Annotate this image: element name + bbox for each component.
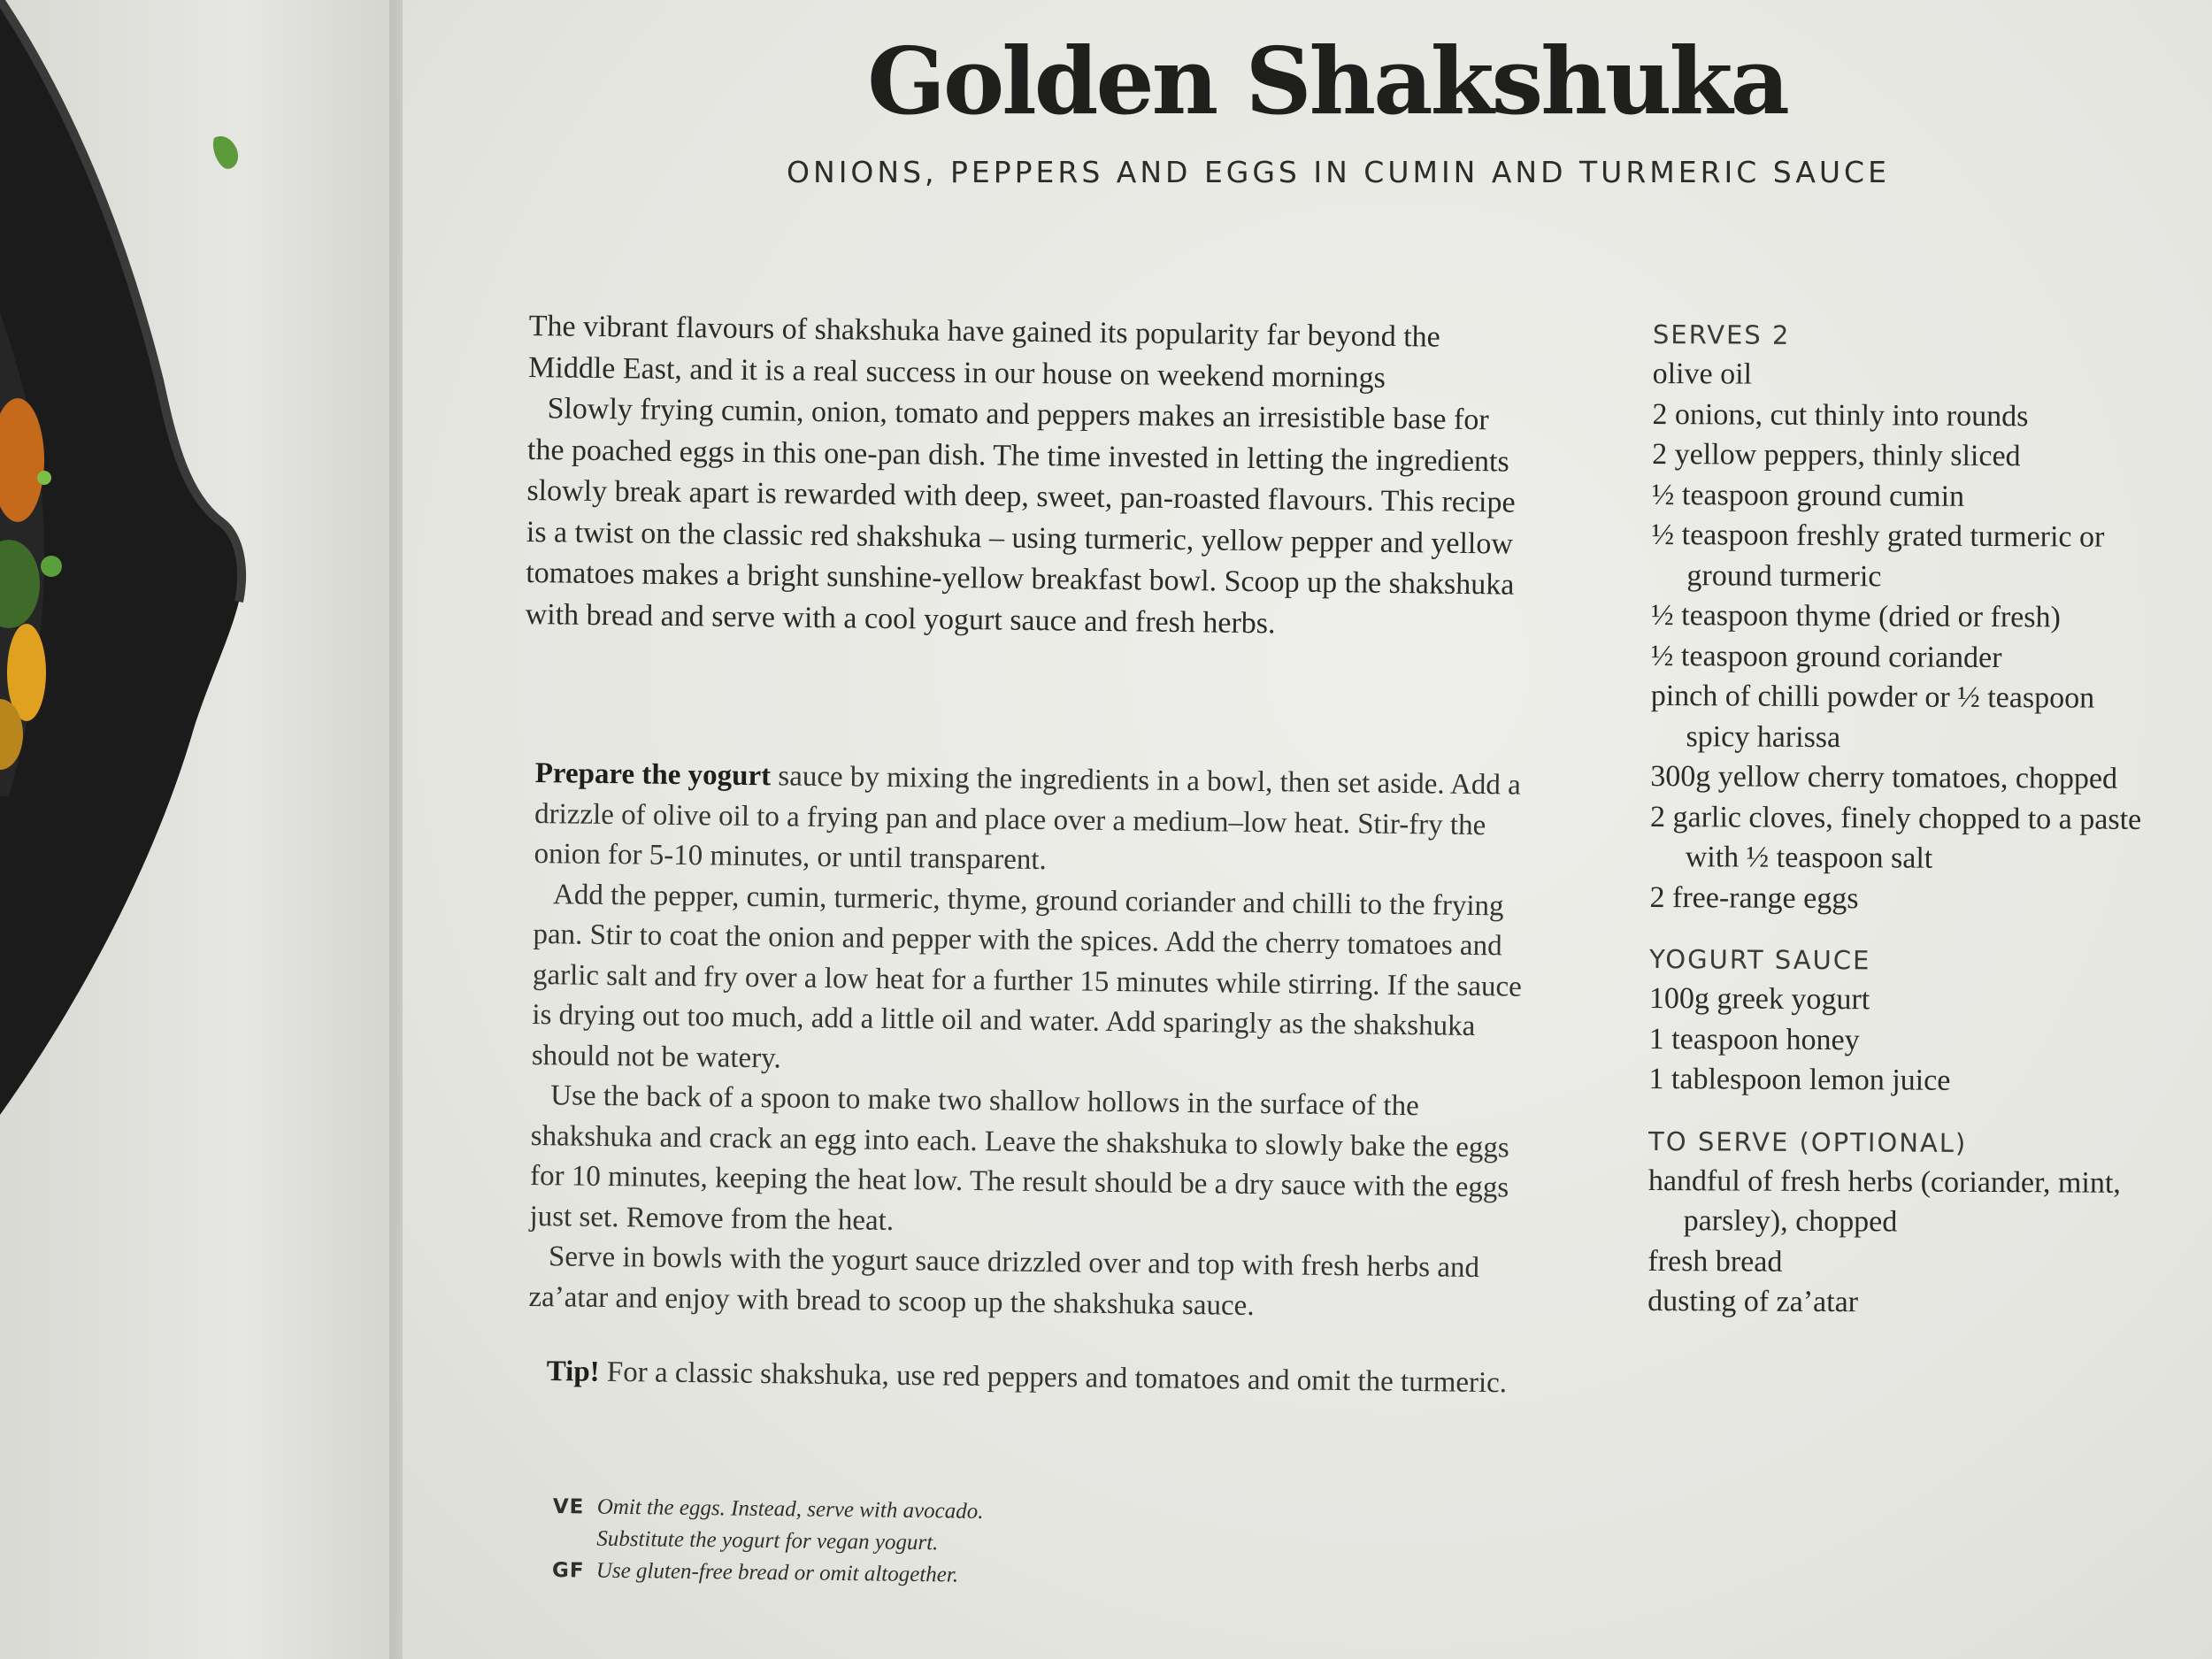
method-step: Use the back of a spoon to make two shallow hollows in the surface of the shakshuka and crack an egg into each. Leave the shakshuka to slowly bake the eggs for 10 minutes, keeping the heat low. The result should be a dry sauce with the eggs just set. Remove from the heat.	[529, 1079, 1509, 1237]
recipe-subtitle: ONIONS, PEPPERS AND EGGS IN CUMIN AND TURMERIC SAUCE	[787, 155, 1890, 189]
main-ingredients-list	[1649, 354, 2147, 920]
ingredient-item: pinch of chilli powder or ½ teaspoon spicy harissa	[1650, 679, 2095, 754]
recipe-title: Golden Shakshuka	[867, 27, 1787, 135]
dietary-note-vegan	[552, 1491, 1048, 1561]
intro-paragraph: Slowly frying cumin, onion, tomato and peppers makes an irresistible base for the poached eggs in this one-pan dish. The time invested in letting the ingredients slowly break apart is rewarded with deep, sweet, pan-roasted flavours. This recipe is a twist on the classic red shakshuka – using turmeric, yellow pepper and yellow tomatoes makes a bright sunshine-yellow breakfast bowl. Scoop up the shakshuka with bread and serve with a cool yogurt sauce and fresh herbs.	[525, 392, 1516, 640]
method-step-body: sauce by mixing the ingredients in a bowl, then set aside. Add a drizzle of olive oil to a frying pan and place over a medium–low heat. Stir-fry the onion for 5-10 minutes, or until transparent.	[534, 760, 1522, 877]
herb-leaf-speck	[211, 133, 242, 173]
ingredient-item: ½ teaspoon ground cumin	[1651, 478, 1965, 513]
ingredient-item: ½ teaspoon freshly grated turmeric or ground turmeric	[1651, 518, 2105, 593]
ingredient-item: 1 teaspoon honey	[1648, 1022, 1860, 1056]
tip-box	[546, 1352, 1546, 1404]
ingredient-item: ½ teaspoon ground coriander	[1650, 639, 2002, 674]
ingredient-item: 1 tablespoon lemon juice	[1648, 1062, 1951, 1097]
ingredient-item: ½ teaspoon thyme (dried or fresh)	[1651, 598, 2061, 634]
ingredient-item: handful of fresh herbs (coriander, mint, parsley), chopped	[1647, 1164, 2121, 1239]
dietary-note-text: Omit the eggs. Instead, serve with avocado. Substitute the yogurt for vegan yogurt.	[596, 1494, 984, 1555]
ingredient-item: 2 garlic cloves, finely chopped to a paste with ½ teaspoon salt	[1649, 800, 2142, 875]
yogurt-sauce-heading: YOGURT SAUCE	[1649, 943, 1871, 976]
method-text	[528, 754, 1535, 1330]
ingredients-column	[1647, 315, 2148, 1324]
method-step	[534, 754, 1535, 887]
ingredient-item: fresh bread	[1647, 1244, 1783, 1279]
intro-text	[525, 306, 1528, 648]
dietary-notes	[552, 1491, 1048, 1593]
ingredient-item: 300g yellow cherry tomatoes, chopped	[1650, 759, 2118, 795]
dietary-code: VE	[552, 1494, 585, 1519]
tip-text	[546, 1352, 1546, 1404]
to-serve-heading: TO SERVE (OPTIONAL)	[1648, 1125, 1968, 1158]
method-step: Add the pepper, cumin, turmeric, thyme, ground coriander and chilli to the frying pan. Stir to coat the onion and pepper with the spices. Add the cherry tomatoes and garlic salt and fry over a low heat for a further 15 minutes while stirring. If the sauce is drying out too much, add a little oil and water. Add sparingly as the shakshuka should not be watery.	[531, 878, 1523, 1074]
ingredient-item: 2 yellow peppers, thinly sliced	[1652, 437, 2021, 473]
ingredient-item: 100g greek yogurt	[1648, 981, 1870, 1017]
serve-ingredients-list	[1647, 1160, 2144, 1324]
method-step-lead: Prepare the yogurt	[534, 757, 772, 793]
ingredient-item: olive oil	[1652, 357, 1753, 391]
yogurt-ingredients-list	[1648, 979, 2145, 1102]
tip-body: For a classic shakshuka, use red peppers and tomatoes and omit the turmeric.	[599, 1356, 1508, 1400]
dietary-note-gluten-free	[552, 1555, 1048, 1593]
recipe-page	[403, 0, 2212, 1659]
dietary-code: GF	[551, 1558, 585, 1583]
left-page-photo	[0, 0, 403, 1659]
method-step: Serve in bowls with the yogurt sauce drizzled over and top with fresh herbs and za’atar and enjoy with bread to scoop up the shakshuka sauce.	[528, 1240, 1480, 1322]
ingredient-item: 2 free-range eggs	[1649, 880, 1859, 915]
dietary-note-text: Use gluten-free bread or omit altogether.	[595, 1558, 959, 1587]
ingredient-item: dusting of za’atar	[1647, 1284, 1859, 1319]
tip-lead: Tip!	[546, 1355, 600, 1388]
ingredient-item: 2 onions, cut thinly into rounds	[1652, 397, 2029, 433]
intro-paragraph: The vibrant flavours of shakshuka have gained its popularity far beyond the Middle East, and it is a real success in our house on weekend mornings	[527, 309, 1440, 395]
serves-heading: SERVES 2	[1652, 319, 1791, 350]
